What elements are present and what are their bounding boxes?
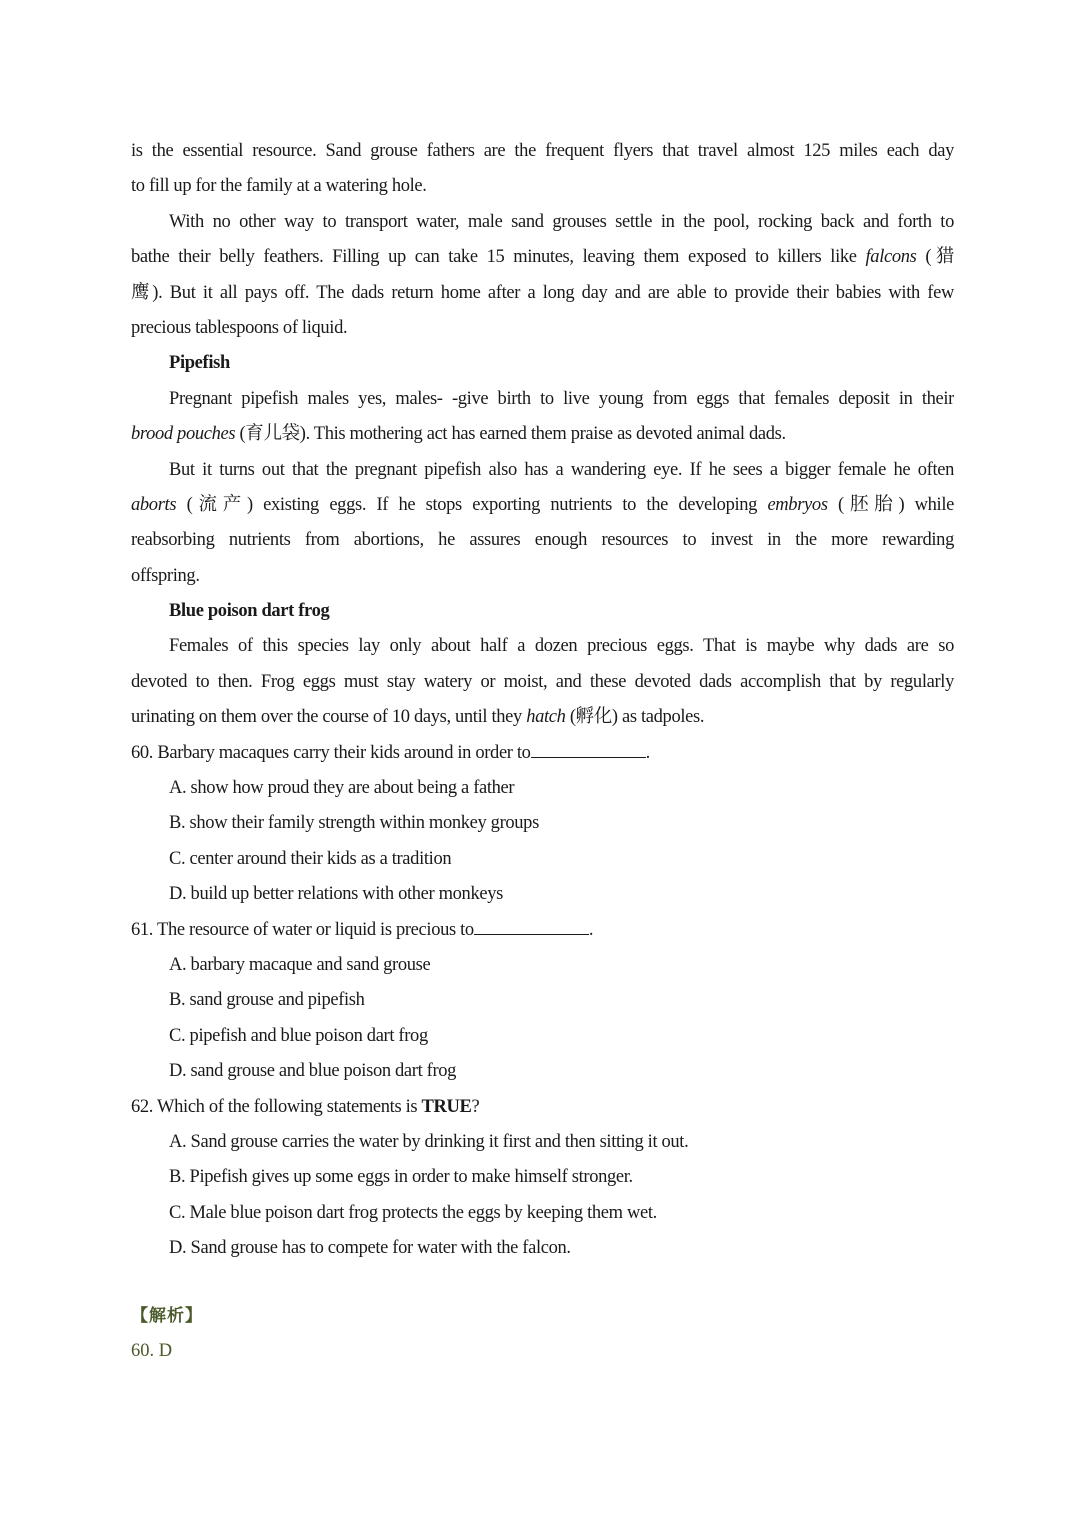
- passage-line: 鹰). But it all pays off. The dads return home after a long day and are able to provide their babies with few: [131, 282, 954, 303]
- question-text: 60. Barbary macaques carry their kids around in order to: [131, 742, 531, 763]
- punct: .: [645, 742, 650, 763]
- passage-line: But it turns out that the pregnant pipefish also has a wandering eye. If he sees a bigger female he often: [169, 459, 954, 480]
- option-60-d: D. build up better relations with other monkeys: [169, 884, 503, 905]
- option-61-d: D. sand grouse and blue poison dart frog: [169, 1061, 457, 1082]
- text: (育儿袋). This mothering act has earned them praise as devoted animal dads.: [235, 424, 786, 445]
- passage-line: With no other way to transport water, male sand grouses settle in the pool, rocking back and forth to: [169, 211, 954, 232]
- answer-blank: [531, 743, 646, 758]
- italic-term: embryos: [767, 494, 828, 515]
- text: (流产) existing eggs. If he stops exporting nutrients to the developing: [176, 494, 768, 515]
- italic-term: brood pouches: [131, 424, 236, 445]
- option-62-c: C. Male blue poison dart frog protects the eggs by keeping them wet.: [169, 1202, 657, 1223]
- option-62-b: B. Pipefish gives up some eggs in order to make himself stronger.: [169, 1167, 633, 1188]
- passage-line: devoted to then. Frog eggs must stay watery or moist, and these devoted dads accomplish that by regularly: [131, 671, 954, 692]
- punct: ?: [471, 1096, 480, 1117]
- passage-line: [131, 700, 954, 735]
- text: bathe their belly feathers. Filling up can take 15 minutes, leaving them exposed to killers like: [131, 247, 866, 268]
- section-heading: Blue poison dart frog: [169, 601, 330, 622]
- italic-term: aborts: [131, 494, 177, 515]
- passage-line: [131, 488, 954, 523]
- analysis-section: [131, 1299, 203, 1369]
- passage-line: [131, 240, 954, 275]
- option-61-b: B. sand grouse and pipefish: [169, 990, 365, 1011]
- document-page: [131, 134, 954, 1267]
- option-61-a: A. barbary macaque and sand grouse: [169, 954, 431, 975]
- passage-line: to fill up for the family at a watering hole.: [131, 176, 427, 197]
- text: (胚胎) while: [827, 494, 954, 515]
- passage-line: reabsorbing nutrients from abortions, he assures enough resources to invest in the more rewarding: [131, 530, 954, 551]
- passage-line: is the essential resource. Sand grouse fathers are the frequent flyers that travel almost 125 miles each day: [131, 141, 954, 161]
- question-60-stem: [131, 736, 954, 771]
- analysis-heading: 【解析】: [131, 1306, 203, 1326]
- section-heading: Pipefish: [169, 353, 230, 374]
- answer-blank: [474, 920, 589, 935]
- italic-term: falcons: [865, 247, 917, 268]
- text: (孵化) as tadpoles.: [565, 707, 705, 728]
- passage-line: precious tablespoons of liquid.: [131, 317, 348, 338]
- question-61-stem: [131, 913, 954, 948]
- analysis-answer: 60. D: [131, 1341, 173, 1361]
- emphasis: TRUE: [421, 1096, 472, 1117]
- text: (猎: [916, 247, 954, 268]
- option-62-d: D. Sand grouse has to compete for water with the falcon.: [169, 1238, 571, 1259]
- passage-line: offspring.: [131, 565, 200, 586]
- passage-line: Pregnant pipefish males yes, males- -give birth to live young from eggs that females deposit in their: [169, 388, 954, 409]
- option-60-c: C. center around their kids as a tradition: [169, 848, 452, 869]
- punct: .: [588, 919, 594, 940]
- question-text: 62. Which of the following statements is: [131, 1096, 422, 1117]
- option-61-c: C. pipefish and blue poison dart frog: [169, 1025, 428, 1046]
- question-62-stem: [131, 1090, 954, 1125]
- italic-term: hatch: [526, 707, 566, 728]
- passage-line: Females of this species lay only about half a dozen precious eggs. That is maybe why dads are so: [169, 636, 954, 657]
- question-text: 61. The resource of water or liquid is precious to: [131, 919, 474, 940]
- text: urinating on them over the course of 10 days, until they: [131, 707, 527, 728]
- option-62-a: A. Sand grouse carries the water by drinking it first and then sitting it out.: [169, 1131, 689, 1152]
- passage-line: [131, 417, 954, 452]
- option-60-a: A. show how proud they are about being a father: [169, 778, 515, 799]
- option-60-b: B. show their family strength within monkey groups: [169, 813, 539, 834]
